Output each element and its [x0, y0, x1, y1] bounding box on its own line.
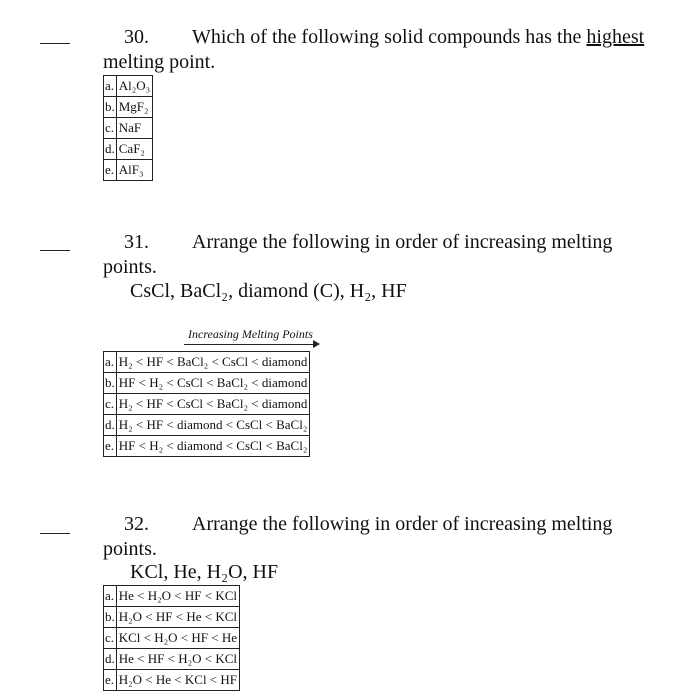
- question-stem-31: Arrange the following in order of increasing melting: [192, 231, 613, 253]
- answer-blank-32[interactable]: [40, 533, 70, 534]
- option-row[interactable]: [104, 76, 153, 97]
- compound-list-32: KCl, He, H₂O, HF: [130, 561, 279, 583]
- option-row[interactable]: [104, 373, 310, 394]
- option-text: KCl < H₂O < HF < He: [116, 628, 239, 649]
- arrow-right-icon: [313, 340, 320, 348]
- option-letter: b.: [104, 97, 117, 118]
- option-row[interactable]: [104, 352, 310, 373]
- answer-blank-31[interactable]: [40, 250, 70, 251]
- question-stem-32: Arrange the following in order of increasing melting: [192, 513, 613, 535]
- option-letter: e.: [104, 436, 117, 457]
- option-letter: b.: [104, 607, 117, 628]
- options-table-31: [103, 351, 310, 457]
- option-row[interactable]: [104, 394, 310, 415]
- option-text: HF < H₂ < diamond < CsCl < BaCl₂: [116, 436, 310, 457]
- option-letter: d.: [104, 415, 117, 436]
- option-text: H₂ < HF < diamond < CsCl < BaCl₂: [116, 415, 310, 436]
- option-row[interactable]: [104, 586, 240, 607]
- question-stem-31-line2: points.: [103, 256, 157, 278]
- question-stem-32-line2: points.: [103, 538, 157, 560]
- option-text: HF < H₂ < CsCl < BaCl₂ < diamond: [116, 373, 310, 394]
- options-table-32: [103, 585, 240, 691]
- option-letter: a.: [104, 586, 117, 607]
- option-letter: d.: [104, 139, 117, 160]
- option-text: H₂ < HF < CsCl < BaCl₂ < diamond: [116, 394, 310, 415]
- question-number-32: 32.: [124, 513, 149, 535]
- option-text: AlF₃: [116, 160, 152, 181]
- option-letter: d.: [104, 649, 117, 670]
- option-row[interactable]: [104, 670, 240, 691]
- option-text: Al₂O₃: [116, 76, 152, 97]
- axis-label: Increasing Melting Points: [188, 327, 313, 341]
- option-text: He < HF < H₂O < KCl: [116, 649, 239, 670]
- option-row[interactable]: [104, 97, 153, 118]
- option-letter: c.: [104, 394, 117, 415]
- option-text: CaF₂: [116, 139, 152, 160]
- option-letter: e.: [104, 670, 117, 691]
- option-row[interactable]: [104, 628, 240, 649]
- question-stem-30-line2: melting point.: [103, 51, 216, 73]
- option-letter: a.: [104, 76, 117, 97]
- option-letter: b.: [104, 373, 117, 394]
- question-stem-30-text: Which of the following solid compounds has the: [192, 26, 587, 48]
- option-text: H₂ < HF < BaCl₂ < CsCl < diamond: [116, 352, 310, 373]
- option-text: H₂O < HF < He < KCl: [116, 607, 239, 628]
- option-letter: c.: [104, 628, 117, 649]
- option-row[interactable]: [104, 607, 240, 628]
- option-text: He < H₂O < HF < KCl: [116, 586, 239, 607]
- axis-arrow-line: [184, 344, 314, 345]
- option-row[interactable]: [104, 649, 240, 670]
- option-letter: a.: [104, 352, 117, 373]
- option-text: NaF: [116, 118, 152, 139]
- question-number-31: 31.: [124, 231, 149, 253]
- option-row[interactable]: [104, 139, 153, 160]
- option-row[interactable]: [104, 415, 310, 436]
- answer-blank-30[interactable]: [40, 43, 70, 44]
- question-stem-30: [192, 26, 644, 49]
- compound-list-31: CsCl, BaCl₂, diamond (C), H₂, HF: [130, 280, 407, 302]
- option-letter: e.: [104, 160, 117, 181]
- options-table-30: [103, 75, 153, 181]
- highlight-word: highest: [586, 26, 645, 48]
- question-number-30: 30.: [124, 26, 149, 48]
- option-row[interactable]: [104, 118, 153, 139]
- option-text: H₂O < He < KCl < HF: [116, 670, 239, 691]
- option-text: MgF₂: [116, 97, 152, 118]
- option-row[interactable]: [104, 160, 153, 181]
- option-letter: c.: [104, 118, 117, 139]
- option-row[interactable]: [104, 436, 310, 457]
